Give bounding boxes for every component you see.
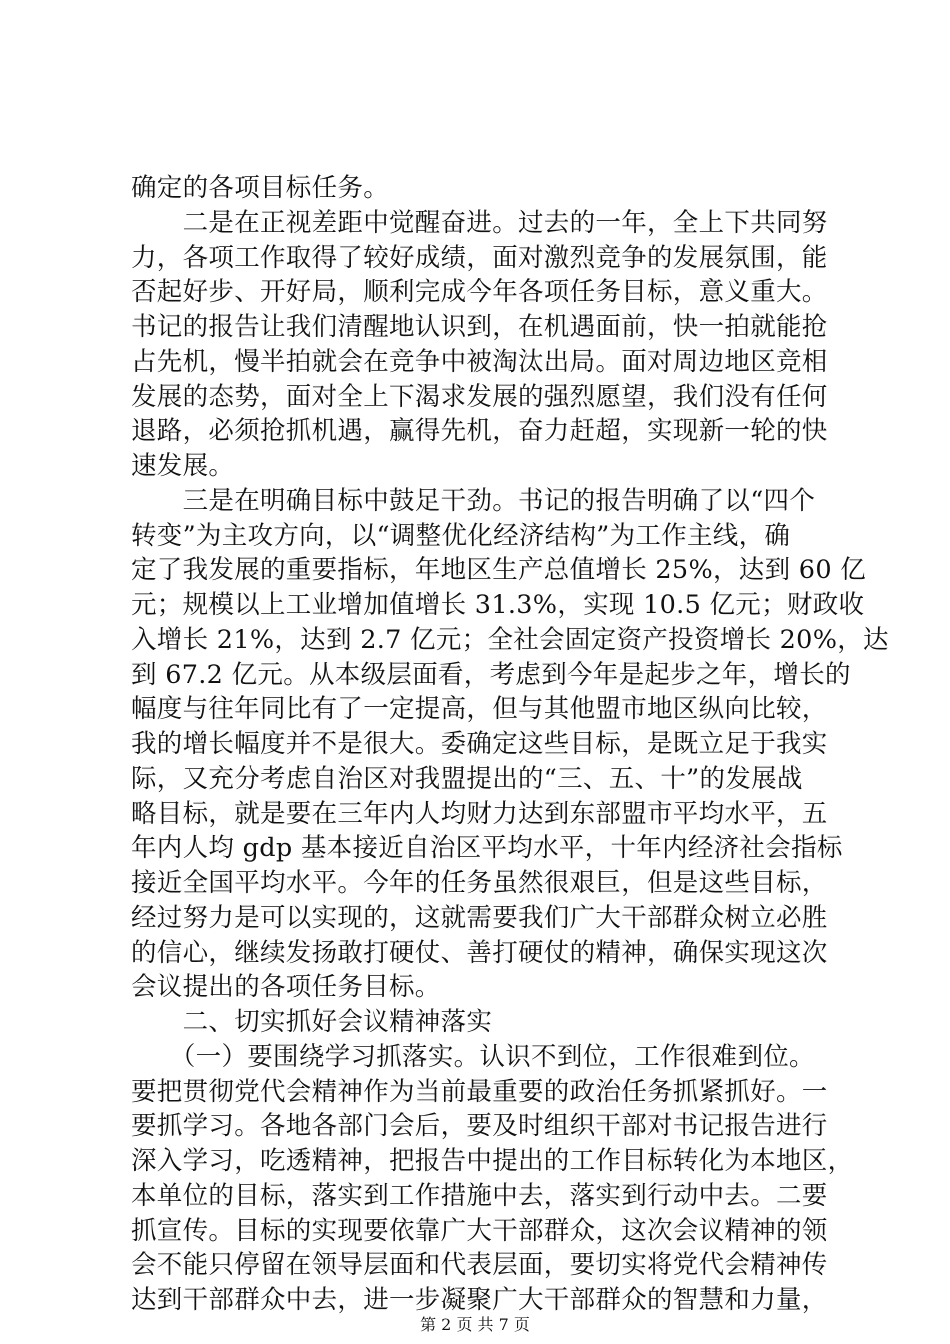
text-line: 占先机，慢半拍就会在竞争中被淘汰出局。面对周边地区竞相 (131, 346, 828, 377)
text-line: 我的增长幅度并不是很大。委确定这些目标，是既立足于我实 (131, 729, 828, 760)
text-line: 深入学习，吃透精神，把报告中提出的工作目标转化为本地区， (131, 1146, 854, 1177)
section-heading: 二、切实抓好会议精神落实 (131, 1007, 493, 1038)
text-line: 三是在明确目标中鼓足干劲。书记的报告明确了以“四个 (131, 485, 816, 516)
text-line: 的信心，继续发扬敢打硬仗、善打硬仗的精神，确保实现这次 (131, 937, 828, 968)
text-line: 要抓学习。各地各部门会后，要及时组织干部对书记报告进行 (131, 1111, 828, 1142)
text-line: 要把贯彻党代会精神作为当前最重要的政治任务抓紧抓好。一 (131, 1076, 828, 1107)
text-line: 转变”为主攻方向，以“调整优化经济结构”为工作主线，确 (131, 520, 791, 551)
text-line: 达到干部群众中去，进一步凝聚广大干部群众的智慧和力量， (131, 1285, 828, 1316)
text-line: 发展的态势，面对全上下渴求发展的强烈愿望，我们没有任何 (131, 381, 828, 412)
text-line: 到 67.2 亿元。从本级层面看，考虑到今年是起步之年，增长的 (131, 659, 851, 690)
text-line: 年内人均 gdp 基本接近自治区平均水平，十年内经济社会指标 (131, 833, 843, 864)
text-line: 经过努力是可以实现的，这就需要我们广大干部群众树立必胜 (131, 902, 828, 933)
text-line: 际，又充分考虑自治区对我盟提出的“三、五、十”的发展战 (131, 763, 803, 794)
text-line: 幅度与往年同比有了一定提高，但与其他盟市地区纵向比较， (131, 694, 828, 725)
text-line: 二是在正视差距中觉醒奋进。过去的一年，全上下共同努 (131, 207, 828, 238)
text-line: 元；规模以上工业增加值增长 31.3%，实现 10.5 亿元；财政收 (131, 590, 865, 621)
text-line: 确定的各项目标任务。 (131, 173, 390, 203)
text-line: 入增长 21%，达到 2.7 亿元；全社会固定资产投资增长 20%，达 (131, 624, 889, 655)
text-line: 会不能只停留在领导层面和代表层面，要切实将党代会精神传 (131, 1250, 828, 1281)
text-line: 本单位的目标，落实到工作措施中去，落实到行动中去。二要 (131, 1180, 828, 1211)
page-footer: 第 2 页 共 7 页 (420, 1315, 530, 1334)
text-line: 退路，必须抢抓机遇，赢得先机，奋力赶超，实现新一轮的快 (131, 416, 828, 447)
text-line: 否起好步、开好局，顺利完成今年各项任务目标，意义重大。 (131, 277, 828, 308)
text-line: 力，各项工作取得了较好成绩，面对激烈竞争的发展氛围，能 (131, 242, 828, 273)
text-line: 速发展。 (131, 451, 235, 482)
text-line: 书记的报告让我们清醒地认识到，在机遇面前，快一拍就能抢 (131, 312, 828, 343)
text-line: 略目标，就是要在三年内人均财力达到东部盟市平均水平，五 (131, 798, 828, 829)
text-line: 会议提出的各项任务目标。 (131, 972, 441, 1003)
text-line: 接近全国平均水平。今年的任务虽然很艰巨，但是这些目标， (131, 868, 828, 899)
text-line: 定了我发展的重要指标，年地区生产总值增长 25%，达到 60 亿 (131, 555, 867, 586)
text-line: 抓宣传。目标的实现要依靠广大干部群众，这次会议精神的领 (131, 1215, 828, 1246)
text-line: （一）要围绕学习抓落实。认识不到位，工作很难到位。 (131, 1041, 815, 1072)
